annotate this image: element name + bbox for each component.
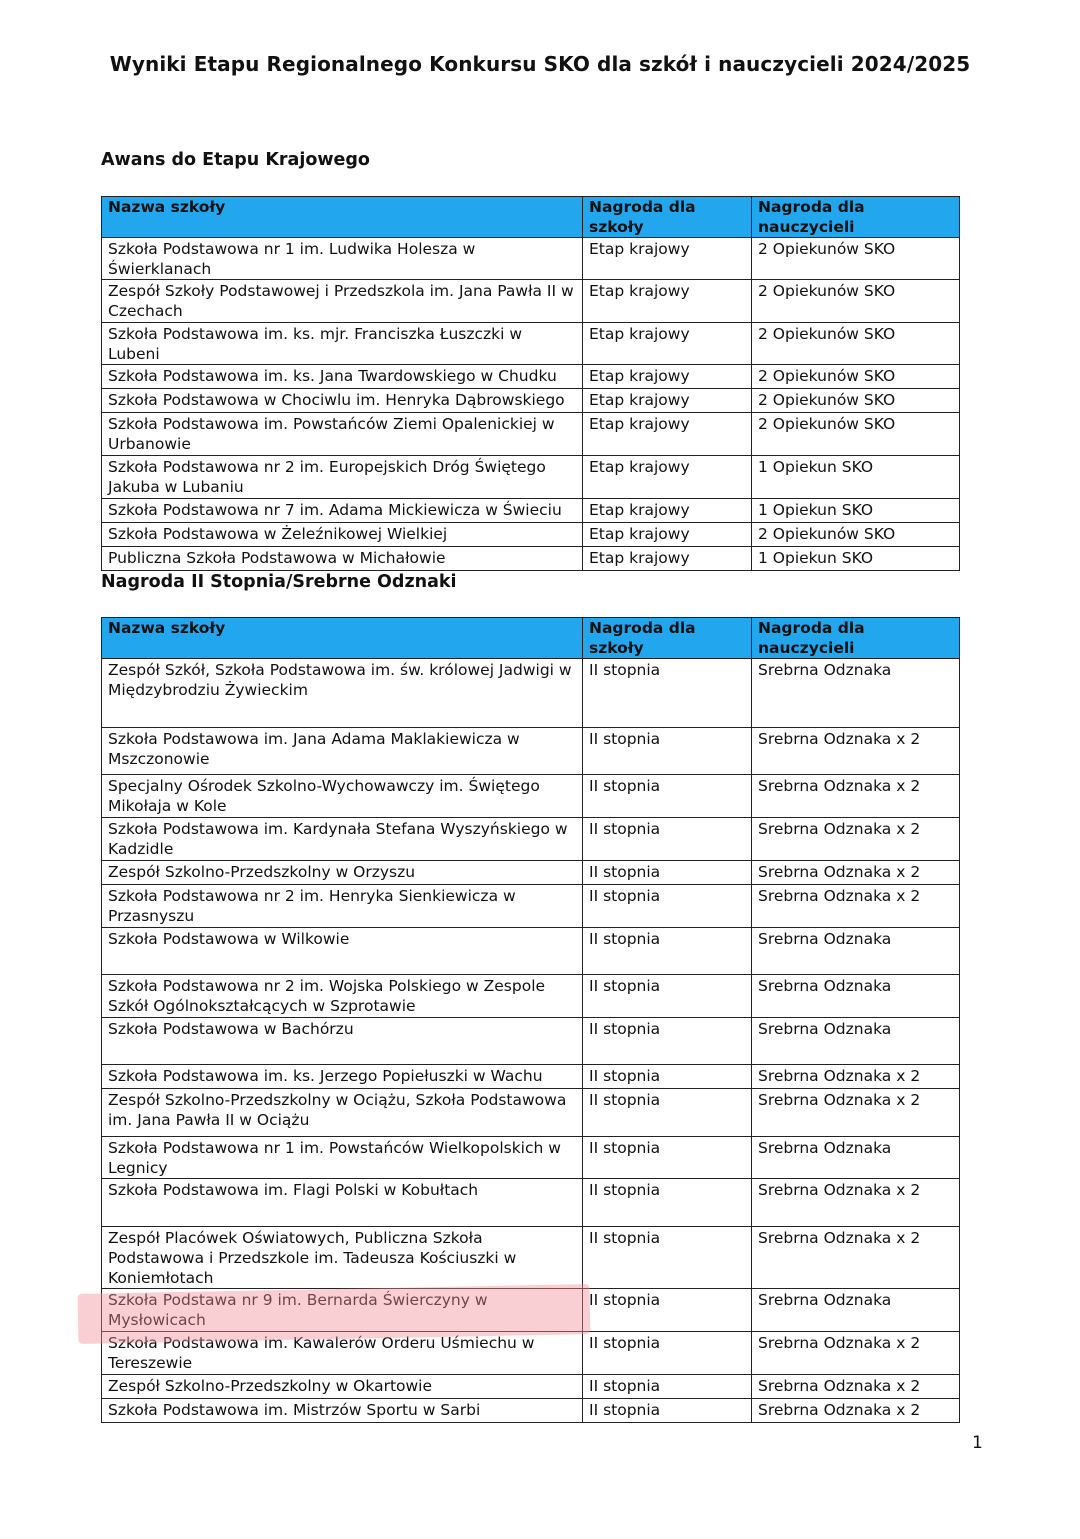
- cell-school-award: II stopnia: [583, 659, 752, 728]
- cell-school-name: Szkoła Podstawowa im. ks. Jana Twardowskiego w Chudku: [102, 365, 583, 389]
- column-header-teacher-award: Nagroda dla nauczycieli: [752, 618, 960, 659]
- cell-teacher-award: Srebrna Odznaka x 2: [752, 1089, 960, 1137]
- cell-teacher-award: Srebrna Odznaka x 2: [752, 885, 960, 928]
- cell-school-name: Szkoła Podstawowa nr 1 im. Ludwika Holesza w Świerklanach: [102, 238, 583, 280]
- cell-teacher-award: Srebrna Odznaka x 2: [752, 1375, 960, 1399]
- table-row: [102, 456, 960, 499]
- cell-teacher-award: 2 Opiekunów SKO: [752, 389, 960, 413]
- table-header-row: [102, 197, 960, 238]
- cell-school-award: Etap krajowy: [583, 280, 752, 323]
- column-header-school-award: Nagroda dla szkoły: [583, 618, 752, 659]
- cell-school-award: Etap krajowy: [583, 499, 752, 523]
- cell-school-award: II stopnia: [583, 975, 752, 1018]
- cell-teacher-award: 2 Opiekunów SKO: [752, 365, 960, 389]
- cell-teacher-award: Srebrna Odznaka x 2: [752, 1179, 960, 1227]
- cell-school-award: Etap krajowy: [583, 456, 752, 499]
- table-row: [102, 365, 960, 389]
- table-row: [102, 499, 960, 523]
- cell-school-name: Szkoła Podstawowa im. Powstańców Ziemi Opalenickiej w Urbanowie: [102, 413, 583, 456]
- table-row: [102, 280, 960, 323]
- cell-school-name: Szkoła Podstawowa nr 2 im. Henryka Sienkiewicza w Przasnyszu: [102, 885, 583, 928]
- cell-teacher-award: Srebrna Odznaka: [752, 1289, 960, 1332]
- table-row: [102, 885, 960, 928]
- cell-school-award: II stopnia: [583, 1399, 752, 1423]
- table-row: [102, 547, 960, 571]
- cell-school-award: II stopnia: [583, 885, 752, 928]
- cell-teacher-award: Srebrna Odznaka x 2: [752, 861, 960, 885]
- cell-school-award: Etap krajowy: [583, 389, 752, 413]
- table-row: [102, 1137, 960, 1179]
- cell-school-name: Zespół Szkolno-Przedszkolny w Ociążu, Szkoła Podstawowa im. Jana Pawła II w Ociążu: [102, 1089, 583, 1137]
- cell-school-award: Etap krajowy: [583, 413, 752, 456]
- cell-school-award: II stopnia: [583, 1089, 752, 1137]
- column-header-teacher-award: Nagroda dla nauczycieli: [752, 197, 960, 238]
- table-row: [102, 238, 960, 280]
- cell-teacher-award: Srebrna Odznaka x 2: [752, 818, 960, 861]
- cell-school-award: Etap krajowy: [583, 365, 752, 389]
- table-row: [102, 1375, 960, 1399]
- table-row: [102, 1065, 960, 1089]
- cell-school-award: II stopnia: [583, 1065, 752, 1089]
- cell-school-name: Szkoła Podstawowa w Wilkowie: [102, 928, 583, 975]
- cell-school-award: Etap krajowy: [583, 523, 752, 547]
- cell-school-name: Publiczna Szkoła Podstawowa w Michałowie: [102, 547, 583, 571]
- cell-school-award: II stopnia: [583, 861, 752, 885]
- cell-teacher-award: 2 Opiekunów SKO: [752, 413, 960, 456]
- cell-school-name: Szkoła Podstawowa im. Jana Adama Maklakiewicza w Mszczonowie: [102, 728, 583, 775]
- cell-school-award: Etap krajowy: [583, 238, 752, 280]
- cell-school-award: II stopnia: [583, 1137, 752, 1179]
- table-row: [102, 1332, 960, 1375]
- table-row: [102, 728, 960, 775]
- column-header-school: Nazwa szkoły: [102, 197, 583, 238]
- cell-school-award: Etap krajowy: [583, 547, 752, 571]
- cell-school-award: II stopnia: [583, 1179, 752, 1227]
- cell-school-award: II stopnia: [583, 1227, 752, 1289]
- cell-teacher-award: 1 Opiekun SKO: [752, 547, 960, 571]
- page-number: 1: [972, 1433, 983, 1453]
- cell-school-name: Zespół Szkoły Podstawowej i Przedszkola im. Jana Pawła II w Czechach: [102, 280, 583, 323]
- cell-teacher-award: Srebrna Odznaka x 2: [752, 728, 960, 775]
- cell-teacher-award: 2 Opiekunów SKO: [752, 323, 960, 365]
- cell-school-name: Szkoła Podstawowa im. ks. mjr. Franciszka Łuszczki w Lubeni: [102, 323, 583, 365]
- cell-school-name: Szkoła Podstawa nr 9 im. Bernarda Świerczyny w Mysłowicach: [102, 1289, 583, 1332]
- column-header-school-award: Nagroda dla szkoły: [583, 197, 752, 238]
- section-title-krajowy: Awans do Etapu Krajowego: [101, 150, 370, 170]
- table-row: [102, 975, 960, 1018]
- results-table-srebrne: [101, 617, 960, 1423]
- table-row: [102, 659, 960, 728]
- cell-school-name: Szkoła Podstawowa im. Kardynała Stefana Wyszyńskiego w Kadzidle: [102, 818, 583, 861]
- cell-school-name: Szkoła Podstawowa w Chociwlu im. Henryka Dąbrowskiego: [102, 389, 583, 413]
- table-row: [102, 1289, 960, 1332]
- table-row: [102, 1018, 960, 1065]
- results-table-krajowy: [101, 196, 960, 571]
- table-row: [102, 861, 960, 885]
- cell-teacher-award: Srebrna Odznaka: [752, 659, 960, 728]
- cell-school-name: Szkoła Podstawowa im. Kawalerów Orderu Uśmiechu w Tereszewie: [102, 1332, 583, 1375]
- cell-school-award: Etap krajowy: [583, 323, 752, 365]
- cell-school-award: II stopnia: [583, 818, 752, 861]
- cell-teacher-award: Srebrna Odznaka: [752, 1137, 960, 1179]
- cell-school-name: Zespół Szkół, Szkoła Podstawowa im. św. królowej Jadwigi w Międzybrodziu Żywieckim: [102, 659, 583, 728]
- cell-school-name: Szkoła Podstawowa nr 1 im. Powstańców Wielkopolskich w Legnicy: [102, 1137, 583, 1179]
- cell-school-name: Szkoła Podstawowa im. ks. Jerzego Popiełuszki w Wachu: [102, 1065, 583, 1089]
- table-row: [102, 323, 960, 365]
- table-row: [102, 775, 960, 818]
- cell-school-name: Specjalny Ośrodek Szkolno-Wychowawczy im. Świętego Mikołaja w Kole: [102, 775, 583, 818]
- cell-school-name: Zespół Szkolno-Przedszkolny w Okartowie: [102, 1375, 583, 1399]
- cell-teacher-award: Srebrna Odznaka x 2: [752, 1065, 960, 1089]
- column-header-school: Nazwa szkoły: [102, 618, 583, 659]
- table-row: [102, 523, 960, 547]
- table-row: [102, 413, 960, 456]
- table-row: [102, 928, 960, 975]
- table-row: [102, 1179, 960, 1227]
- table-row: [102, 1227, 960, 1289]
- cell-school-name: Szkoła Podstawowa im. Flagi Polski w Kobułtach: [102, 1179, 583, 1227]
- cell-school-name: Szkoła Podstawowa im. Mistrzów Sportu w Sarbi: [102, 1399, 583, 1423]
- cell-school-name: Szkoła Podstawowa nr 2 im. Europejskich Dróg Świętego Jakuba w Lubaniu: [102, 456, 583, 499]
- table-row: [102, 389, 960, 413]
- table-row: [102, 818, 960, 861]
- section-title-srebrne: Nagroda II Stopnia/Srebrne Odznaki: [101, 572, 457, 592]
- cell-teacher-award: Srebrna Odznaka: [752, 1018, 960, 1065]
- cell-teacher-award: Srebrna Odznaka: [752, 928, 960, 975]
- cell-teacher-award: 2 Opiekunów SKO: [752, 523, 960, 547]
- cell-teacher-award: Srebrna Odznaka: [752, 975, 960, 1018]
- cell-teacher-award: 1 Opiekun SKO: [752, 456, 960, 499]
- cell-school-award: II stopnia: [583, 1375, 752, 1399]
- cell-school-name: Szkoła Podstawowa nr 7 im. Adama Mickiewicza w Świeciu: [102, 499, 583, 523]
- table-row: [102, 1089, 960, 1137]
- table-row: [102, 1399, 960, 1423]
- cell-school-award: II stopnia: [583, 775, 752, 818]
- cell-school-name: Zespół Szkolno-Przedszkolny w Orzyszu: [102, 861, 583, 885]
- cell-school-award: II stopnia: [583, 728, 752, 775]
- cell-teacher-award: Srebrna Odznaka x 2: [752, 1227, 960, 1289]
- cell-teacher-award: Srebrna Odznaka x 2: [752, 1399, 960, 1423]
- table-header-row: [102, 618, 960, 659]
- cell-school-name: Szkoła Podstawowa nr 2 im. Wojska Polskiego w Zespole Szkół Ogólnokształcących w Szprotawie: [102, 975, 583, 1018]
- page-title: Wyniki Etapu Regionalnego Konkursu SKO dla szkół i nauczycieli 2024/2025: [109, 52, 971, 76]
- cell-teacher-award: 2 Opiekunów SKO: [752, 238, 960, 280]
- cell-school-name: Szkoła Podstawowa w Bachórzu: [102, 1018, 583, 1065]
- cell-school-name: Zespół Placówek Oświatowych, Publiczna Szkoła Podstawowa i Przedszkole im. Tadeusza Kościuszki w Koniemłotach: [102, 1227, 583, 1289]
- cell-teacher-award: 2 Opiekunów SKO: [752, 280, 960, 323]
- cell-teacher-award: Srebrna Odznaka x 2: [752, 775, 960, 818]
- cell-school-award: II stopnia: [583, 1289, 752, 1332]
- cell-school-name: Szkoła Podstawowa w Żeleźnikowej Wielkiej: [102, 523, 583, 547]
- cell-school-award: II stopnia: [583, 1332, 752, 1375]
- cell-teacher-award: 1 Opiekun SKO: [752, 499, 960, 523]
- cell-teacher-award: Srebrna Odznaka x 2: [752, 1332, 960, 1375]
- cell-school-award: II stopnia: [583, 928, 752, 975]
- cell-school-award: II stopnia: [583, 1018, 752, 1065]
